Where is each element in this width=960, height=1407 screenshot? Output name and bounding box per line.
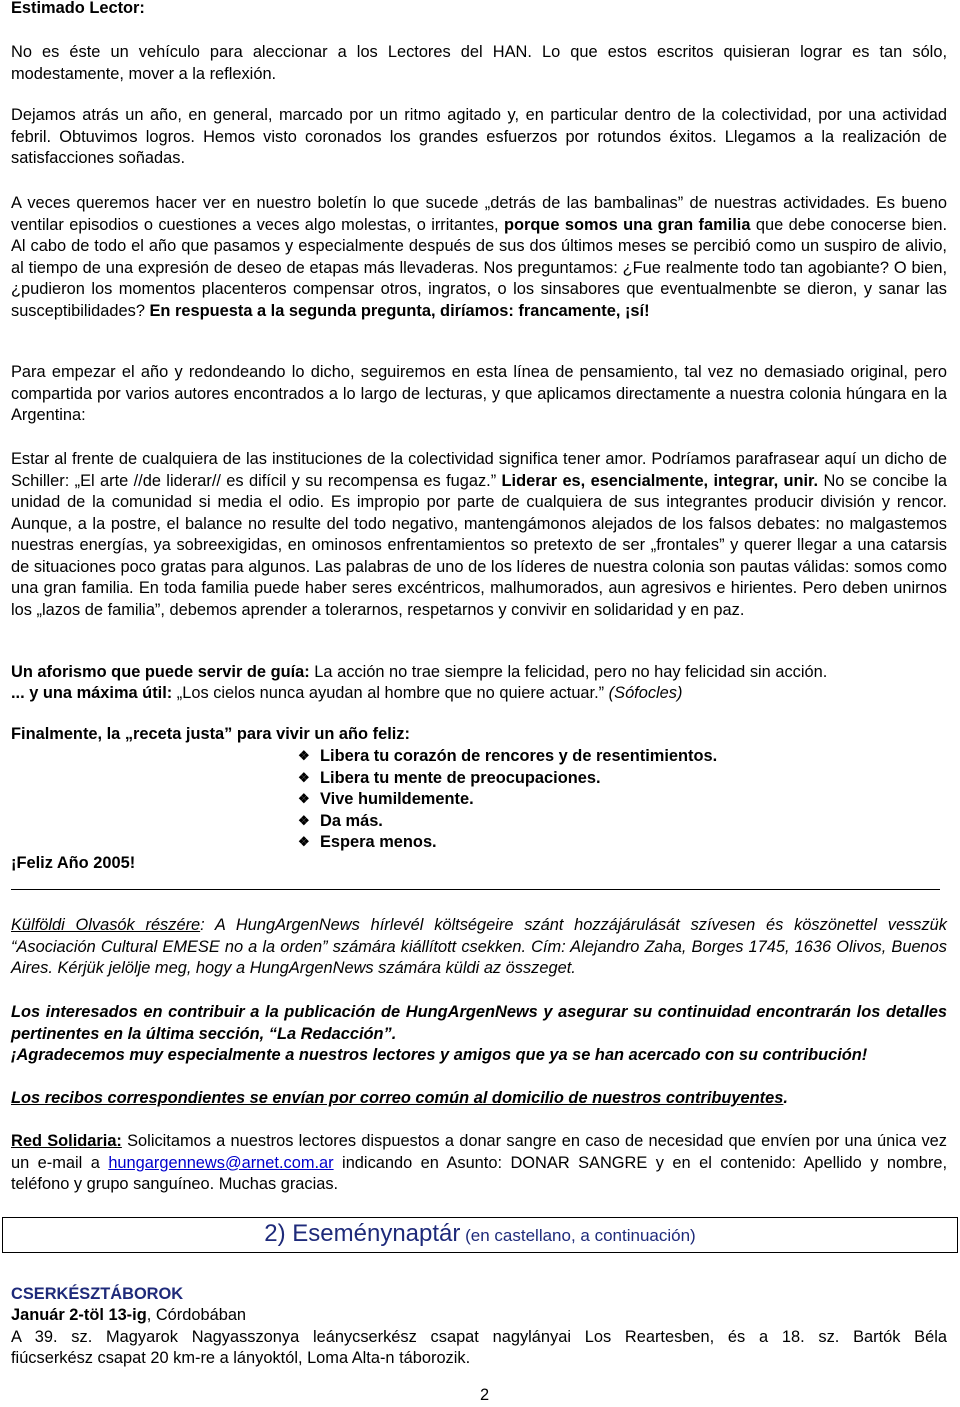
paragraph-year-review: Dejamos atrás un año, en general, marcado por un ritmo agitado y, en particular dentro de la colectividad, por una actividad febril. Obtuvimos logros. Hemos visto coronados los grandes esfuerzos por rotundos éxitos. Llegamos a la realización de satisfacciones soñadas. <box>11 106 947 167</box>
separator-line <box>11 889 940 890</box>
recipe-title: Finalmente, la „receta justa” para vivir un año feliz: <box>11 725 410 743</box>
diamond-bullet-icon: ❖ <box>298 791 310 806</box>
red-solidaria: Red Solidaria: Solicitamos a nuestros lectores dispuestos a donar sangre en caso de necesidad que envíen por una única vez un e-mail a hungargennews@arnet.com.ar indicando en Asunto: DONAR SANGRE y en el contenido: Apellido y nombre, teléfono y grupo sanguíneo. Muchas gracias. <box>11 1132 947 1193</box>
recipe-list <box>298 745 717 853</box>
diamond-bullet-icon: ❖ <box>298 834 310 849</box>
recipe-item: ❖ Da más. <box>298 811 383 830</box>
camp-heading: CSERKÉSZTÁBOROK <box>11 1285 184 1303</box>
email-link[interactable]: hungargennews@arnet.com.ar <box>108 1153 334 1172</box>
paragraph-behind-scenes: A veces queremos hacer ver en nuestro boletín lo que sucede „detrás de las bambalinas” de nuestras actividades. Es bueno ventilar episodios o cuestiones a veces algo molestas, o irritantes, porque somos una gran familia que debe conocerse bien. Al cabo de todo el año que pasamos y especialmente después de sus dos últimos meses se percibió como un suspiro de alivio, al tiempo de una expresión de deseo de etapas más llevaderas. Nos preguntamos: ¿Fue realmente todo tan agobiante? O bien, ¿pudieron los momentos placenteros compensar otros, ingratos, o los sinsabores que eventualmenbte se dieron, y sanar las susceptibilidades? En respuesta a la segunda pregunta, diríamos: francamente, ¡sí! <box>11 194 947 320</box>
diamond-bullet-icon: ❖ <box>298 812 310 828</box>
maxim: ... y una máxima útil: „Los cielos nunca ayudan al hombre que no quiere actuar.” (Sófocles) <box>11 684 683 702</box>
camp-date: Január 2-töl 13-ig, Córdobában <box>11 1306 247 1324</box>
recipe-item: ❖ Espera menos. <box>298 833 437 851</box>
thanks-note: ¡Agradecemos muy especialmente a nuestros lectores y amigos que ya se han acercado con su contribución! <box>11 1046 868 1064</box>
camp-description-line2: fiúcserkész csapat 20 km-re a lányoktól, Loma Alta-n táborozik. <box>11 1349 471 1367</box>
section-title: 2) Eseménynaptár (en castellano, a continuación) <box>264 1220 696 1247</box>
paragraph-intro: No es éste un vehículo para aleccionar a los Lectores del HAN. Lo que estos escritos quisieran lograr es tan sólo, modestamente, mover a la reflexión. <box>11 43 947 83</box>
new-year-greeting: ¡Feliz Año 2005! <box>11 854 136 872</box>
paragraph-leadership: Estar al frente de cualquiera de las instituciones de la colectividad significa tener amor. Podríamos parafrasear aquí un dicho de Schiller: „El arte //de liderar// es difícil y su recompensa es fugaz.” Liderar es, esencialmente, integrar, unir. No se concibe la unidad de la comunidad si media el odio. Es impropio por parte de cualquiera de sus integrantes producir división y rencor. Aunque, a la postre, el balance no resulte del todo negativo, mantengámonos alejados de los falsos debates: no malgastemos nuestras energías, ya sobreexigidas, en ominosos enfrentamientos so pretexto de ser „frontales” y querer llegar a una catarsis de situaciones poco gratas para algunos. Las palabras de uno de los líderes de nuestra colonia son pautas válidas: somos como una gran familia. En toda familia puede haber seres excéntricos, malhumorados, aun agresivos e hirientes. Pero deben unirnos los „lazos de familia”, debemos aprender a tolerarnos, respetarnos y convivir en solidaridad y en paz. <box>11 450 948 619</box>
aphorism: Un aforismo que puede servir de guía: La acción no trae siempre la felicidad, pero no hay felicidad sin acción. <box>11 663 828 681</box>
section-header-box <box>2 1217 958 1253</box>
page-number: 2 <box>480 1386 490 1404</box>
contribution-note: Los interesados en contribuir a la publicación de HungArgenNews y asegurar su continuidad encontrarán los detalles pertinentes en la última sección, “La Redacción”. <box>11 1003 947 1043</box>
diamond-bullet-icon: ❖ <box>298 748 310 763</box>
receipts-note: Los recibos correspondientes se envían por correo común al domicilio de nuestros contribuyentes. <box>11 1089 788 1107</box>
camp-description-line1: A 39. sz. Magyarok Nagyasszonya leánycserkész csapat nagylányai Los Reartesben, és a 18. sz. Bartók Béla <box>11 1328 947 1346</box>
recipe-item: ❖ Vive humildemente. <box>298 790 474 808</box>
paragraph-beginning: Para empezar el año y redondeando lo dicho, seguiremos en esta línea de pensamiento, tal vez no demasiado original, pero compartida por varios autores encontrados a lo largo de lecturas, y que aplicamos directamente a nuestra colonia húngara en la Argentina: <box>11 363 947 424</box>
recipe-item: ❖ Libera tu mente de preocupaciones. <box>298 768 601 787</box>
diamond-bullet-icon: ❖ <box>298 769 310 785</box>
greeting: Estimado Lector: <box>11 0 145 17</box>
foreign-readers-note: Külföldi Olvasók részére: A HungArgenNews hírlevél költségeire szánt hozzájárulását szívesen és köszönettel vesszük “Asociación Cultural EMESE no a la orden” számára kiállított csekken. Cím: Alejandro Zaha, Borges 1745, 1636 Olivos, Buenos Aires. Kérjük jelölje meg, hogy a HungArgenNews számára küldi az összeget. <box>11 916 947 977</box>
recipe-item: ❖ Libera tu corazón de rencores y de resentimientos. <box>298 747 718 765</box>
